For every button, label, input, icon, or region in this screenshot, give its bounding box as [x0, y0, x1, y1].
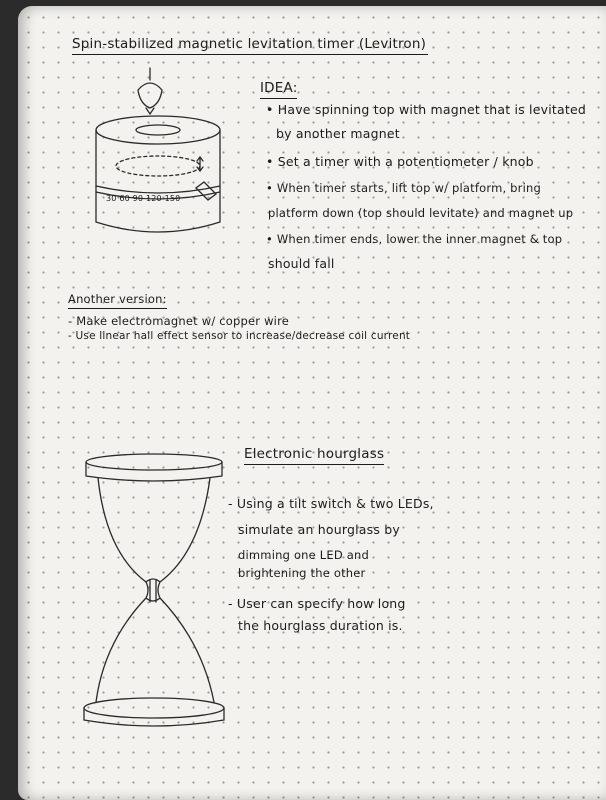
idea-line-7: should fall — [268, 256, 335, 271]
hourglass-glass — [96, 478, 148, 702]
hourglass-line-6: the hourglass duration is. — [238, 618, 403, 633]
idea-line-6: • When timer ends, lower the inner magnet & top — [266, 232, 563, 246]
page-title: Spin-stabilized magnetic levitation timer (Levitron) — [72, 36, 428, 55]
idea-line-5: platform down (top should levitate) and magnet up — [268, 206, 574, 220]
hourglass-top-cap — [86, 454, 222, 470]
levitron-base-body — [96, 130, 220, 232]
knob-drawing — [196, 182, 216, 200]
idea-line-2: by another magnet — [276, 126, 400, 141]
idea-line-3: • Set a timer with a potentiometer / knob — [266, 154, 534, 169]
another-version-heading: Another version: — [68, 292, 167, 309]
hourglass-line-5: - User can specify how long — [228, 596, 406, 611]
hourglass-title: Electronic hourglass — [244, 446, 384, 465]
idea-line-1: • Have spinning top with magnet that is levitated — [266, 102, 586, 117]
levitron-base-top — [96, 116, 220, 144]
another-version-line-1: - Make electromagnet w/ copper wire — [68, 314, 290, 328]
idea-line-4: • When timer starts, lift top w/ platform, bring — [266, 181, 541, 195]
hourglass-line-3: dimming one LED and — [238, 548, 370, 562]
hourglass-line-4: brightening the other — [238, 566, 366, 580]
hourglass-bottom-cap — [84, 698, 224, 718]
dial-numbers: 30 60 90 120 150 — [106, 194, 181, 203]
hourglass-line-1: - Using a tilt switch & two LEDs, — [228, 496, 434, 511]
spinning-top-drawing — [138, 68, 162, 108]
idea-heading: IDEA: — [260, 80, 297, 99]
another-version-line-2: - Use linear hall effect sensor to increase/decrease coil current — [68, 330, 411, 342]
notebook-page — [18, 6, 606, 800]
hourglass-line-2: simulate an hourglass by — [238, 522, 400, 537]
hourglass-sketch — [82, 452, 232, 742]
